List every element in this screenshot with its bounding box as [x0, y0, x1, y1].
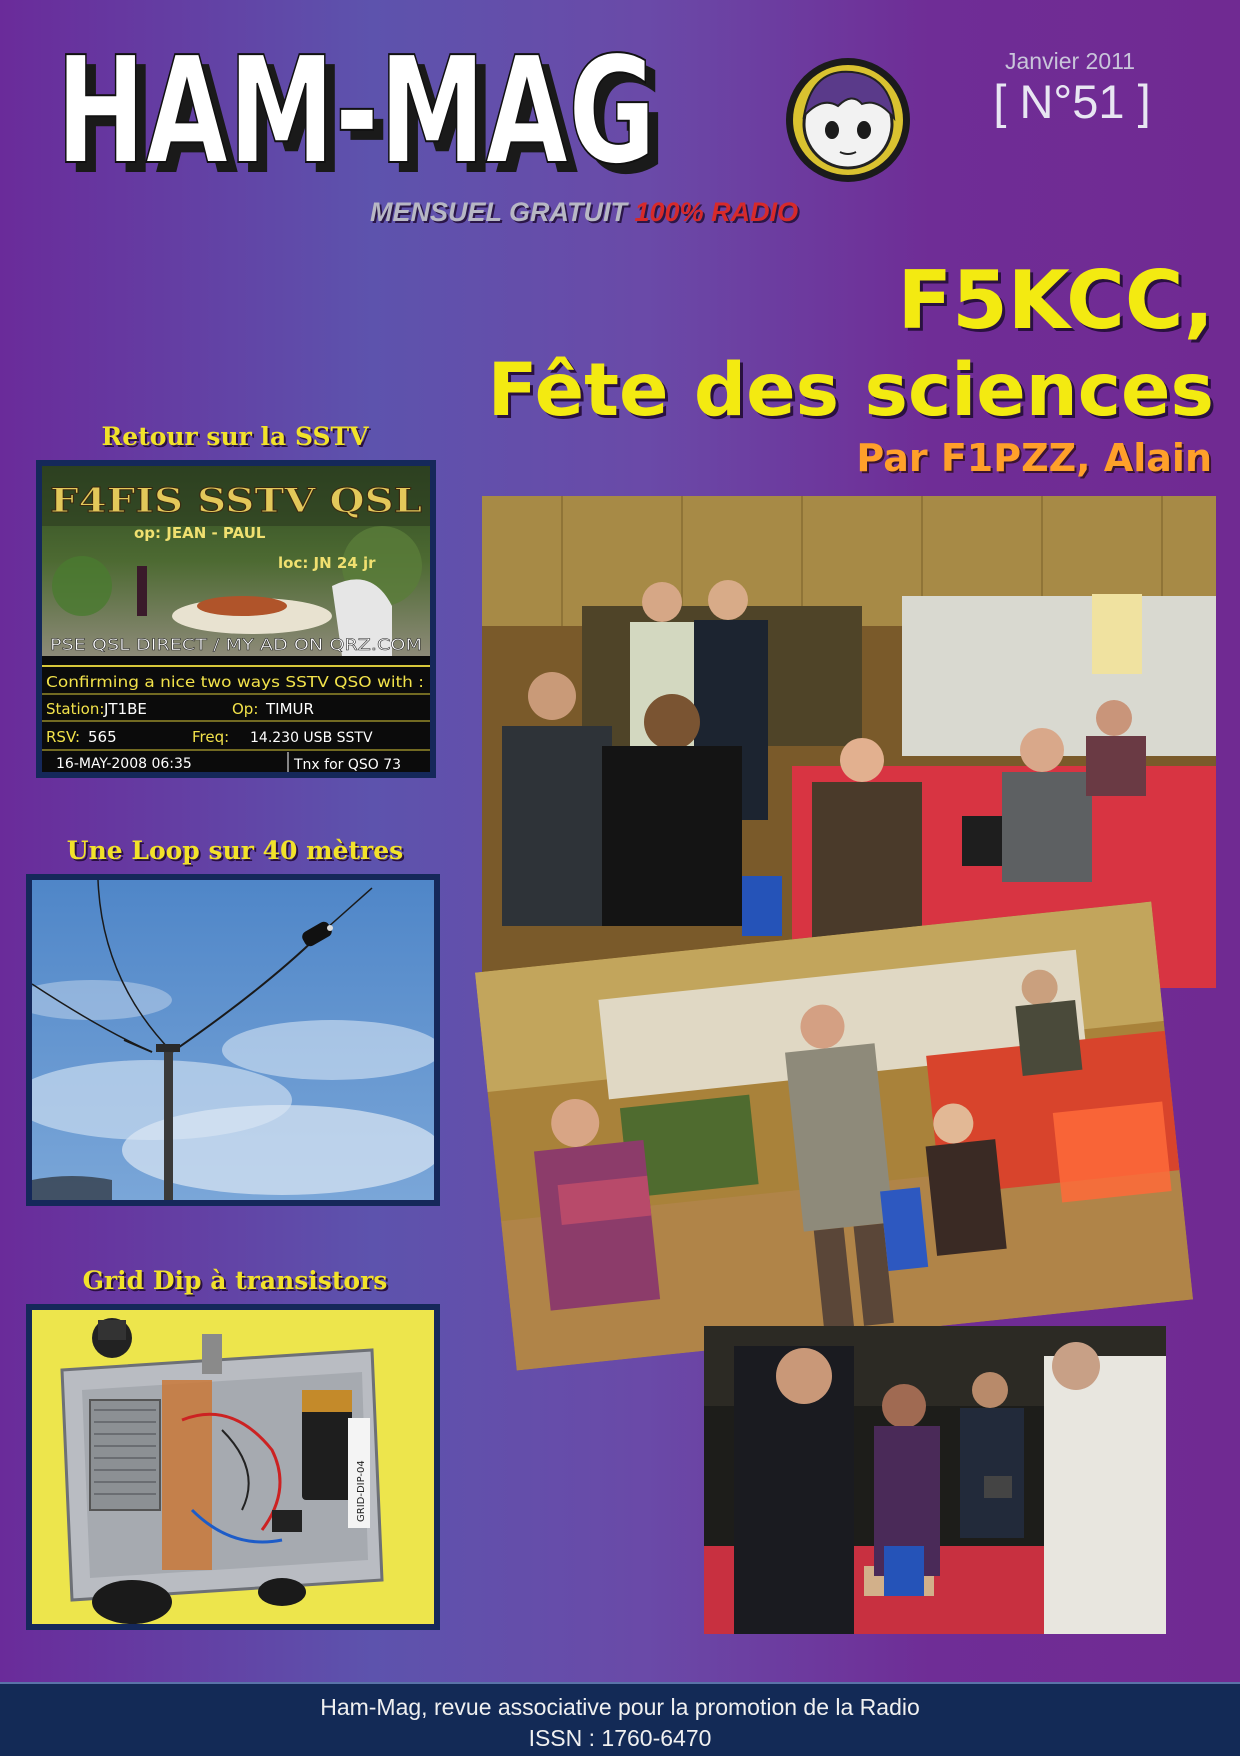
sstv-card-image [42, 466, 430, 772]
side-title-loop: Une Loop sur 40 mètres [66, 836, 404, 865]
grid-dip-photo [26, 1304, 440, 1630]
footer-tagline: Ham-Mag, revue associative pour la promotion de la Radio [320, 1694, 920, 1720]
sstv-tnx: Tnx for QSO 73 [294, 757, 402, 772]
grid-dip-image [32, 1310, 434, 1624]
logo-shadow: HAM-MAG [66, 35, 666, 186]
byline: Par F1PZZ, Alain [856, 436, 1212, 480]
sstv-date: 16-MAY-2008 06:35 [56, 756, 192, 772]
mascot-icon [782, 54, 914, 186]
sstv-op-label: Op: [232, 700, 259, 718]
logo-text: HAM-MAG [56, 34, 656, 186]
side-title-grid-dip: Grid Dip à transistors [82, 1266, 388, 1295]
grid-dip-label: GRID-DIP-04 [356, 1460, 367, 1522]
sstv-pse: PSE QSL DIRECT / MY AD ON QRZ.COM [50, 635, 422, 654]
sstv-operator: op: JEAN - PAUL [134, 524, 266, 542]
headline-line2: Fête des sciences [487, 348, 1214, 433]
main-photo-visitors [475, 902, 1193, 1371]
loop-photo-image [32, 880, 434, 1200]
sstv-locator: loc: JN 24 jr [278, 554, 376, 572]
sstv-op-value: TIMUR [266, 700, 314, 718]
headline-line1: F5KCC, [897, 254, 1214, 347]
sstv-station-label: Station: [46, 700, 105, 718]
issue-number: [ N°51 ] [993, 75, 1151, 128]
sstv-freq-label: Freq: [192, 728, 230, 746]
sstv-qsl-card [36, 460, 436, 778]
issue-date: Janvier 2011 [1005, 48, 1135, 74]
sstv-freq-value: 14.230 USB SSTV [250, 730, 373, 746]
sstv-confirm: Confirming a nice two ways SSTV QSO with : [46, 673, 425, 691]
cover-headline [488, 256, 1214, 436]
cover-footer [0, 1682, 1240, 1756]
tagline [370, 197, 798, 228]
main-photo-demo [704, 1326, 1166, 1634]
sstv-title: F4FIS SSTV QSL [50, 481, 423, 521]
tagline-accent: 100% RADIO [634, 197, 799, 227]
sstv-rsv-value: 565 [88, 728, 117, 746]
tagline-main: MENSUEL GRATUIT [370, 197, 635, 227]
sstv-station-value: JT1BE [104, 700, 147, 718]
sstv-rsv-label: RSV: [46, 728, 81, 746]
loop-antenna-photo [26, 874, 440, 1206]
side-title-sstv: Retour sur la SSTV [101, 422, 369, 451]
ham-mag-logo [56, 34, 676, 186]
footer-issn: ISSN : 1760-6470 [528, 1725, 712, 1751]
